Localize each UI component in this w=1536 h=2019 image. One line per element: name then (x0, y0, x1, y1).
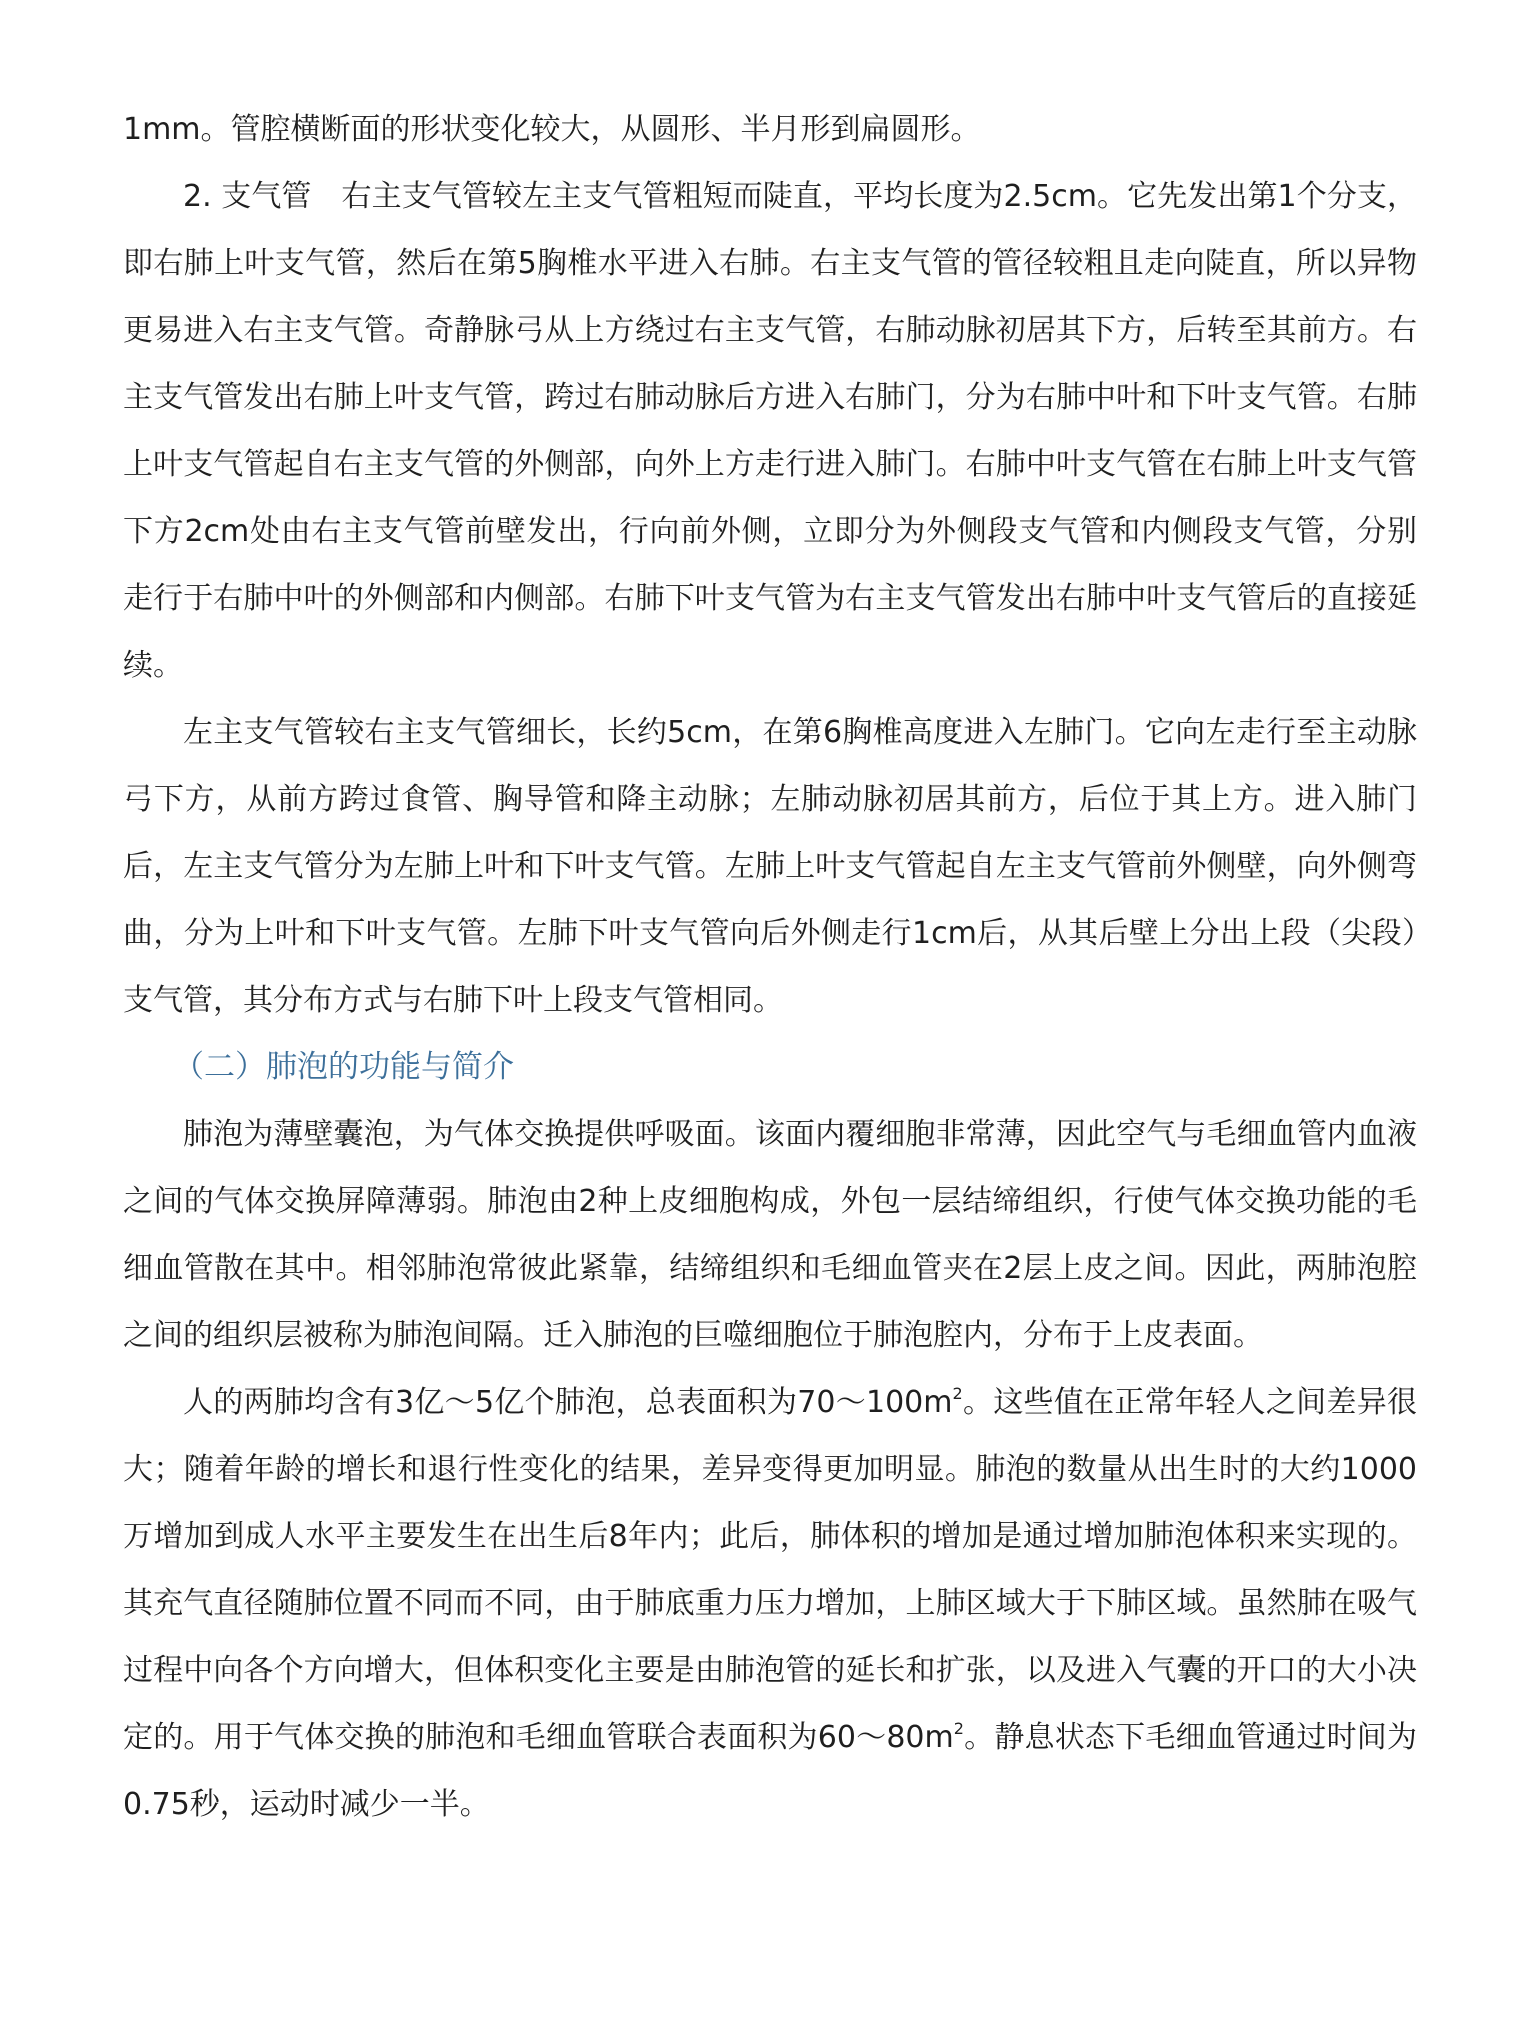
paragraph-text: 右主支气管较左主支气管粗短而陡直，平均长度为2.5cm。它先发出第1个分支，即右肺上叶支气管，然后在第5胸椎水平进入右肺。右主支气管的管径较粗且走向陡直，所以异物更易进入右主支气管。奇静脉弓从上方绕过右主支气管，右肺动脉初居其下方，后转至其前方。右主支气管发出右肺上叶支气管，跨过右肺动脉后方进入右肺门，分为右肺中叶和下叶支气管。右肺上叶支气管起自右主支气管的外侧部，向外上方走行进入肺门。右肺中叶支气管在右肺上叶支气管下方2cm处由右主支气管前壁发出，行向前外侧，立即分为外侧段支气管和内侧段支气管，分别走行于右肺中叶的外侧部和内侧部。右肺下叶支气管为右主支气管发出右肺中叶支气管后的直接延续。 (123, 179, 1417, 683)
paragraph-text: 肺泡为薄壁囊泡，为气体交换提供呼吸面。该面内覆细胞非常薄，因此空气与毛细血管内血液之间的气体交换屏障薄弱。肺泡由2种上皮细胞构成，外包一层结缔组织，行使气体交换功能的毛细血管散在其中。相邻肺泡常彼此紧靠，结缔组织和毛细血管夹在2层上皮之间。因此，两肺泡腔之间的组织层被称为肺泡间隔。迁入肺泡的巨噬细胞位于肺泡腔内，分布于上皮表面。 (123, 1117, 1417, 1353)
paragraph-text: 。静息状态下毛细血管通过时间为0.75秒，运动时减少一半。 (123, 1720, 1417, 1822)
paragraph-trachea-end (123, 96, 1417, 163)
paragraph-alveoli-count (123, 1369, 1417, 1838)
paragraph-left-bronchus (123, 699, 1417, 1034)
paragraph-text: 左主支气管较右主支气管细长，长约5cm，在第6胸椎高度进入左肺门。它向左走行至主动脉弓下方，从前方跨过食管、胸导管和降主动脉；左肺动脉初居其前方，后位于其上方。进入肺门后，左主支气管分为左肺上叶和下叶支气管。左肺上叶支气管起自左主支气管前外侧壁，向外侧弯曲，分为上叶和下叶支气管。左肺下叶支气管向后外侧走行1cm后，从其后壁上分出上段（尖段）支气管，其分布方式与右肺下叶上段支气管相同。 (123, 715, 1417, 1018)
paragraph-text: 人的两肺均含有3亿～5亿个肺泡，总表面积为70～100m (183, 1385, 953, 1420)
section-number-bronchi: 2. 支气管 (183, 179, 312, 214)
superscript: 2 (953, 1719, 964, 1738)
paragraph-bronchi (123, 163, 1417, 699)
superscript: 2 (952, 1384, 963, 1403)
paragraph-text: 1mm。管腔横断面的形状变化较大，从圆形、半月形到扁圆形。 (123, 112, 981, 147)
paragraph-alveoli-structure (123, 1101, 1417, 1369)
paragraph-text: 。这些值在正常年轻人之间差异很大；随着年龄的增长和退行性变化的结果，差异变得更加明显。肺泡的数量从出生时的大约1000万增加到成人水平主要发生在出生后8年内；此后，肺体积的增加是通过增加肺泡体积来实现的。其充气直径随肺位置不同而不同，由于肺底重力压力增加，上肺区域大于下肺区域。虽然肺在吸气过程中向各个方向增大，但体积变化主要是由肺泡管的延长和扩张，以及进入气囊的开口的大小决定的。用于气体交换的肺泡和毛细血管联合表面积为60～80m (123, 1385, 1418, 1755)
section-heading-alveoli: （二）肺泡的功能与简介 (173, 1049, 514, 1085)
document-page (123, 96, 1417, 1838)
